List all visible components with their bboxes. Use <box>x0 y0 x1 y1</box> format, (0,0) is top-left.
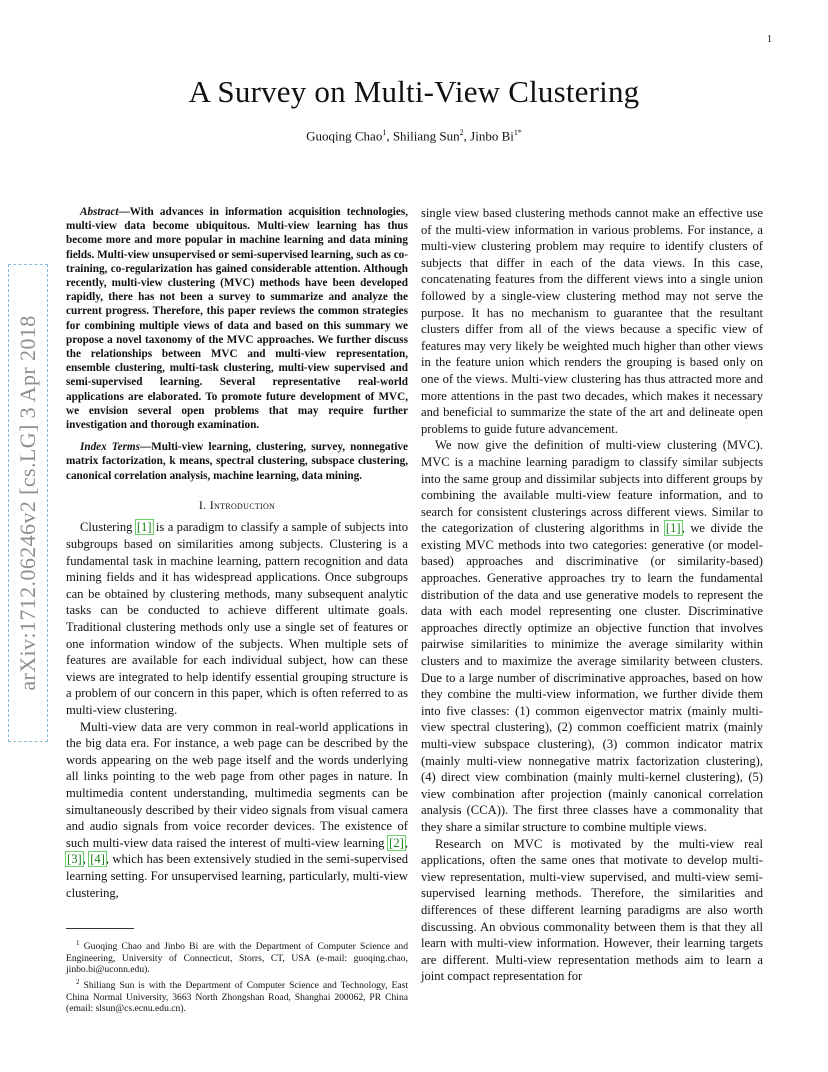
author-list <box>0 128 828 144</box>
section-title: Introduction <box>209 497 276 512</box>
citation-link[interactable]: [1] <box>665 521 681 536</box>
author-name: Shiliang Sun <box>392 128 460 144</box>
footnote-mark: 1 <box>76 939 80 947</box>
footnote-text: Shiliang Sun is with the Department of Computer Science and Technology, East China Normal University, 3663 North Zhongshan Road, Shanghai 200062, PR China (email: slsun@cs.ecnu.edu.cn). <box>66 980 408 1015</box>
footnote-mark: 2 <box>76 977 80 986</box>
section-number: I. <box>198 497 207 512</box>
paper-title: A Survey on Multi-View Clustering <box>188 74 640 109</box>
author-affiliation-mark: 2 <box>459 128 464 137</box>
citation-link[interactable]: [4] <box>90 852 105 867</box>
paragraph-text: , which has been extensively studied in the semi-supervised learning setting. For unsupervised learning, particularly, multi-view clustering, <box>66 852 409 900</box>
citation-separator: , <box>404 835 408 850</box>
abstract-label: Abstract <box>80 206 119 218</box>
paragraph-text: is a paradigm to classify a sample of subjects into subgroups based on similarities among subjects. Clustering is a fundamental task in machine learning, pattern recognition and data mining fields and it has widespread applications. Once subgroups can be obtained by clustering methods, many subsequent analytic tasks can be conducted to achieve different ultimate goals. Traditional clustering methods only use a single set of features or one information window of the subjects. When multiple sets of features are available for each individual subject, how can these views are integrated to help identify essential grouping structure is a problem of our concern in this paper, which is often referred to as multi-view clustering. <box>66 520 409 717</box>
citation-link[interactable]: [1] <box>136 520 152 535</box>
index-terms-text: —Multi-view learning, clustering, survey, nonnegative matrix factorization, k means, spectral clustering, subspace clustering, canonical correlation analysis, machine learning, data mining. <box>66 441 408 482</box>
citation-separator: , <box>82 852 90 867</box>
intro-paragraph-continued: single view based clustering methods cannot make an effective use of the multi-view information in various problems. For instance, a multi-view clustering problem may require to identify clusters of subjects that differ in each of the data views. In this case, concatenating features from the different views into a single union followed by a single-view clustering method may not serve the purpose. It has no mechanism to guarantee that the resultant clusters differ from all of the views because a specific view of features may very likely be weighted much higher than other views in the feature union which renders the grouping is based only on one of the views. Multi-view clustering has thus attracted more and more attentions in the past two decades, which makes it necessary and beneficial to summarize the state of the art and delineate open problems to guide future advancement. <box>421 206 763 436</box>
arxiv-identifier-text: arXiv:1712.06246v2 [cs.LG] 3 Apr 2018 <box>15 315 40 691</box>
left-column <box>66 205 408 901</box>
index-terms-label: Index Terms <box>80 441 140 454</box>
citation-link[interactable]: [3] <box>67 852 82 867</box>
paragraph-text: Clustering <box>80 520 136 535</box>
footnotes <box>66 938 408 1016</box>
paragraph-text: Multi-view data are very common in real-world applications in the big data era. For instance, a web page can be described by the words appearing on the web page itself and the words underlying all links pointing to the web page from other pages in nature. In multimedia content understanding, multimedia segments can be simultaneously described by their video signals from visual camera and audio signals from voice recorder devices. The existence of such multi-view data raised the interest of multi-view learning <box>66 719 408 850</box>
footnote-item <box>66 938 408 976</box>
arxiv-identifier-stamp[interactable] <box>8 264 48 742</box>
author-separator: , <box>463 128 471 144</box>
footnote-item <box>66 977 408 1015</box>
author-affiliation-mark: 1* <box>513 128 522 137</box>
citation-link[interactable]: [2] <box>389 835 404 850</box>
section-heading <box>66 497 408 514</box>
index-terms <box>66 440 408 483</box>
intro-paragraph-3 <box>421 437 763 835</box>
author-name: Jinbo Bi <box>470 128 514 144</box>
footnote-text: Guoqing Chao and Jinbo Bi are with the Department of Computer Science and Engineering, University of Connecticut, Storrs, CT, USA (e-mail: guoqing.chao, jinbo.bi@uconn.edu). <box>66 941 408 976</box>
author-affiliation-mark: 1 <box>382 128 387 137</box>
footnote-divider <box>66 928 134 929</box>
intro-paragraph-4: Research on MVC is motivated by the multi-view real applications, often the same ones that motivate to develop multi-view representation, multi-view supervised, and multi-view semi-supervised learning methods. Therefore, the similarities and differences of these different learning paradigms are also worth discussing. An obvious commonality between them is that they all learn with multi-view information. However, their learning targets are different. Multi-view representation methods aim to learn a joint compact representation for <box>421 836 763 984</box>
intro-paragraph-2 <box>66 719 408 902</box>
abstract <box>66 205 408 432</box>
author-separator: , <box>386 128 393 144</box>
author-name: Guoqing Chao <box>306 128 383 144</box>
right-column <box>421 205 763 985</box>
abstract-text: —With advances in information acquisition technologies, multi-view data become ubiquitous. Multi-view learning has thus become more and more popular in machine learning and data mining fields. Multi-view unsupervised or semi-supervised learning, such as co-training, co-regularization has gained considerable attention. Although recently, multi-view clustering (MVC) methods have been developed rapidly, there has not been a survey to summarize and analyze the current progress. Therefore, this paper reviews the common strategies for combining multiple views of data and based on this summary we propose a novel taxonomy of the MVC approaches. We further discuss the relationships between MVC and multi-view representation, ensemble clustering, multi-task clustering, multi-view supervised and semi-supervised learning. Several representative real-world applications are elaborated. To promote future development of MVC, we envision several open problems that may require further investigation and thorough examination. <box>66 206 408 432</box>
paragraph-text: , we divide the existing MVC methods into two categories: generative (or model-based) approaches and discriminative (or similarity-based) approaches. Generative approaches try to learn the fundamental distribution of the data and use generative models to represent the data with each model representing one cluster. Discriminative approaches directly optimize an objective function that involves pairwise similarities to minimize the average similarity within clusters and to maximize the average similarity between clusters. Due to a large number of discriminative approaches, based on how they combine the multi-view information, we further divide them into five classes: (1) common eigenvector matrix (mainly multi-view spectral clustering), (2) common coefficient matrix (mainly multi-view subspace clustering), (3) common indicator matrix (mainly multi-view nonnegative matrix factorization clustering), (4) direct view combination (mainly multi-kernel clustering), (5) view combination after projection (mainly canonical correlation analysis (CCA)). The first three classes have a commonality that they share a similar structure to combine multiple views. <box>421 521 763 834</box>
paragraph-text: We now give the definition of multi-view clustering (MVC). MVC is a machine learning paradigm to classify similar subjects into the same group and dissimilar subjects into different groups by combining the available multi-view feature information, and to search for consistent clusterings across different views. Similar to the categorization of clustering algorithms in <box>421 438 763 536</box>
intro-paragraph-1 <box>66 519 408 718</box>
page-number: 1 <box>767 34 772 45</box>
